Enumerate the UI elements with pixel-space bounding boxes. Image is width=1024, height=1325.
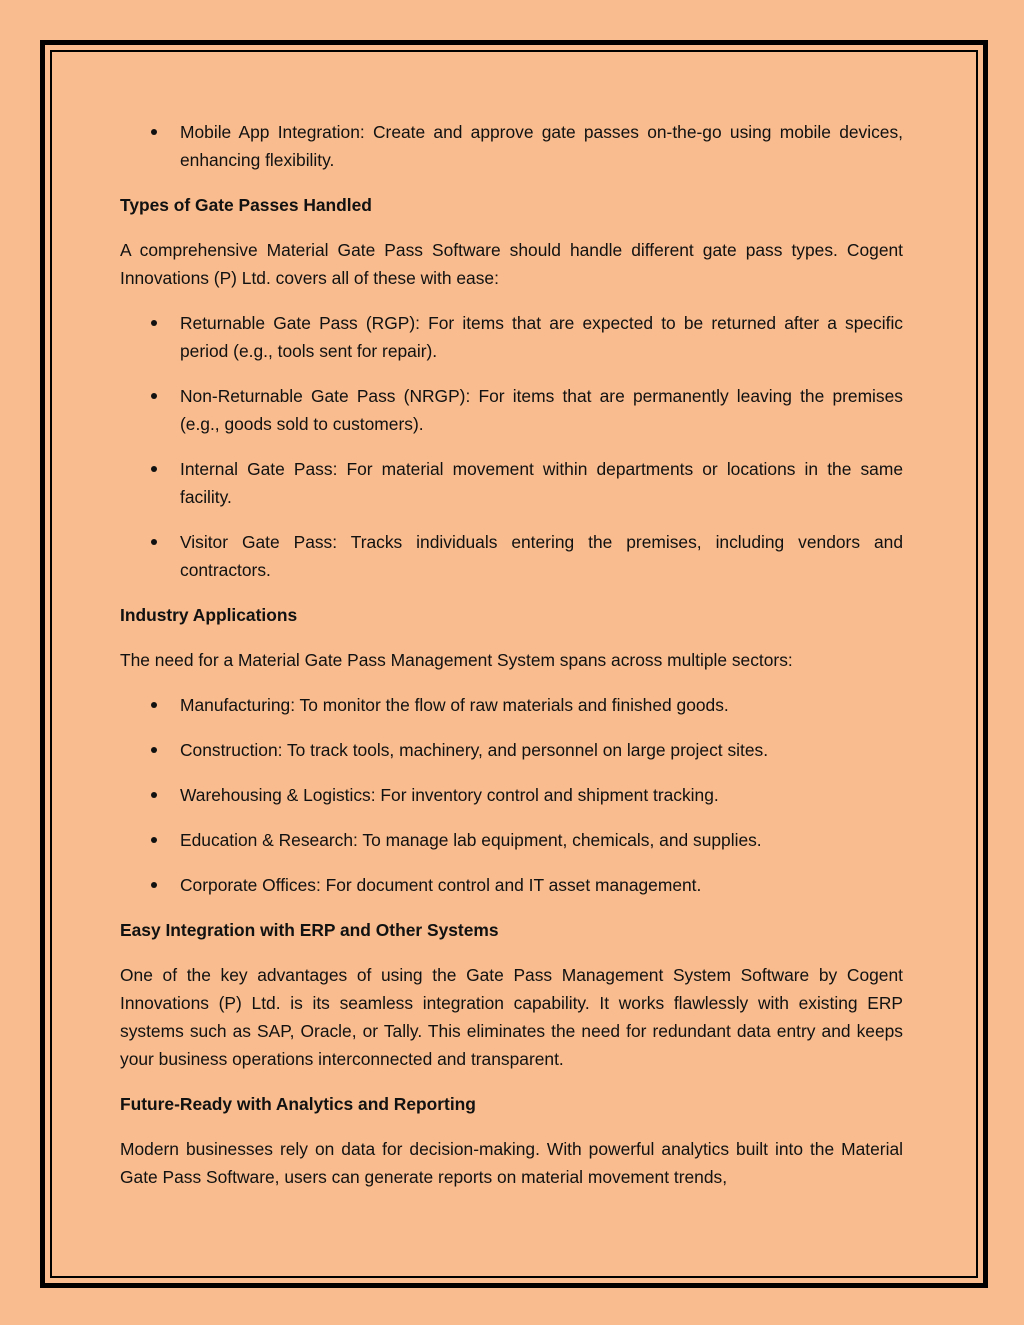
bullet-item bbox=[120, 736, 903, 764]
bullet-item bbox=[120, 826, 903, 854]
bullet-icon bbox=[151, 702, 157, 708]
bullet-icon bbox=[151, 539, 157, 545]
bullet-text: Construction: To track tools, machinery, and personnel on large project sites. bbox=[180, 740, 769, 760]
bullet-icon bbox=[151, 129, 157, 135]
document-content bbox=[120, 118, 903, 1208]
paragraph: The need for a Material Gate Pass Management System spans across multiple sectors: bbox=[120, 650, 793, 670]
bullet-item bbox=[120, 871, 903, 899]
paragraph: One of the key advantages of using the Gate Pass Management System Software by Cogent Innovations (P) Ltd. is its seamless integration capability. It works flawlessly with existing ERP systems such as SAP, Oracle, or Tally. This eliminates the need for redundant data entry and keeps your business operations interconnected and transparent. bbox=[120, 965, 903, 1069]
bullet-icon bbox=[151, 393, 157, 399]
bullet-item bbox=[120, 691, 903, 719]
paragraph: Modern businesses rely on data for decision-making. With powerful analytics built into the Material Gate Pass Software, users can generate reports on material movement trends, bbox=[120, 1139, 903, 1187]
section-heading: Easy Integration with ERP and Other Systems bbox=[120, 920, 499, 940]
bullet-icon bbox=[151, 882, 157, 888]
bullet-icon bbox=[151, 320, 157, 326]
bullet-icon bbox=[151, 837, 157, 843]
bullet-text: Visitor Gate Pass: Tracks individuals entering the premises, including vendors and contractors. bbox=[180, 532, 903, 580]
paragraph: A comprehensive Material Gate Pass Software should handle different gate pass types. Cogent Innovations (P) Ltd. covers all of these with ease: bbox=[120, 240, 903, 288]
bullet-icon bbox=[151, 466, 157, 472]
bullet-text: Internal Gate Pass: For material movement within departments or locations in the same facility. bbox=[180, 459, 903, 507]
bullet-text: Education & Research: To manage lab equipment, chemicals, and supplies. bbox=[180, 830, 762, 850]
bullet-item bbox=[120, 781, 903, 809]
section-heading: Future-Ready with Analytics and Reporting bbox=[120, 1094, 476, 1114]
bullet-text: Non-Returnable Gate Pass (NRGP): For items that are permanently leaving the premises (e.g., goods sold to customers). bbox=[180, 386, 903, 434]
section-heading: Types of Gate Passes Handled bbox=[120, 195, 372, 215]
bullet-icon bbox=[151, 747, 157, 753]
bullet-text: Mobile App Integration: Create and approve gate passes on-the-go using mobile devices, enhancing flexibility. bbox=[180, 122, 903, 170]
bullet-text: Warehousing & Logistics: For inventory control and shipment tracking. bbox=[180, 785, 719, 805]
bullet-item bbox=[120, 309, 903, 365]
bullet-item bbox=[120, 382, 903, 438]
bullet-text: Corporate Offices: For document control and IT asset management. bbox=[180, 875, 702, 895]
bullet-item bbox=[120, 528, 903, 584]
section-heading: Industry Applications bbox=[120, 605, 298, 625]
bullet-item bbox=[120, 118, 903, 174]
bullet-text: Returnable Gate Pass (RGP): For items that are expected to be returned after a specific period (e.g., tools sent for repair). bbox=[180, 313, 903, 361]
bullet-text: Manufacturing: To monitor the flow of raw materials and finished goods. bbox=[180, 695, 729, 715]
bullet-item bbox=[120, 455, 903, 511]
bullet-icon bbox=[151, 792, 157, 798]
